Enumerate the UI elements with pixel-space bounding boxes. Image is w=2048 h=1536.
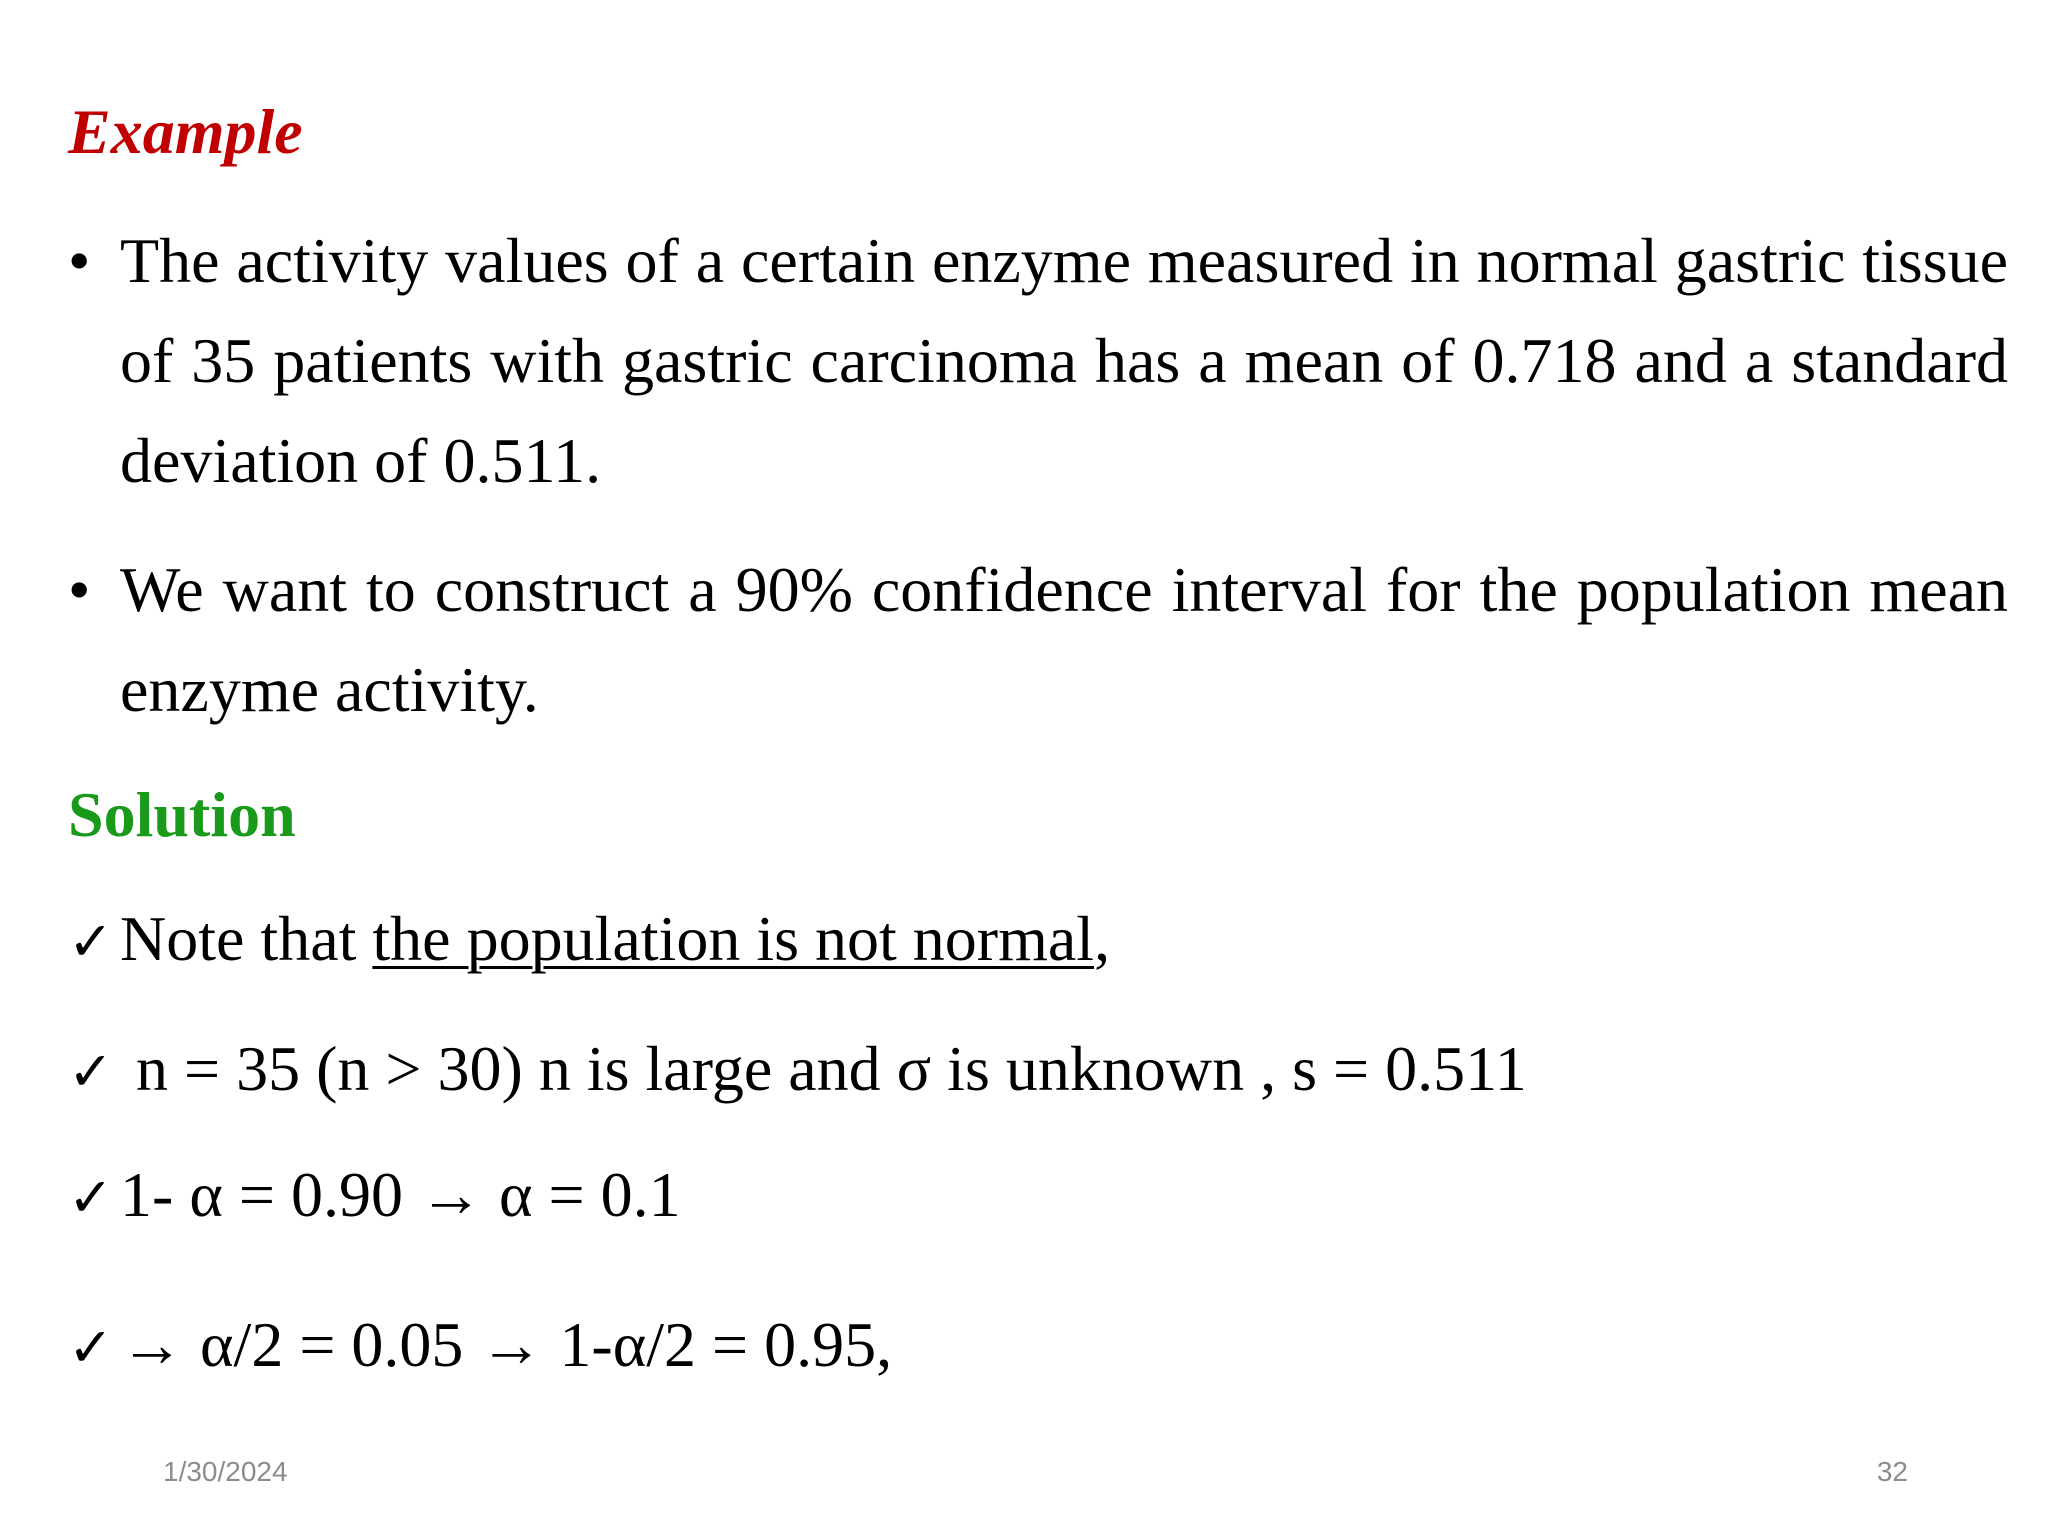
check-item-alpha (68, 1150, 681, 1243)
bullet-dot-icon: • (68, 225, 91, 296)
footer-date: 1/30/2024 (163, 1456, 288, 1487)
check-item-sample-size (68, 1024, 1527, 1117)
bullet-text: The activity values of a certain enzyme measured in normal gastric tissue of 35 patients with gastric carcinoma has a mean of 0.718 and a standard deviation of 0.511. (120, 225, 2008, 496)
check-text-underlined: the population is not normal (372, 903, 1095, 974)
bullet-item-goal (68, 540, 2008, 740)
page-number: 32 (1876, 1456, 1908, 1487)
bullet-item-enzyme-data (68, 211, 2008, 511)
check-text-prefix: Note that (120, 903, 373, 974)
bullet-dot-icon: • (68, 554, 91, 625)
checkmark-icon: ✓ (68, 1166, 114, 1229)
example-heading: Example (68, 96, 303, 167)
solution-heading: Solution (68, 779, 296, 850)
check-text: → α/2 = 0.05 → 1-α/2 = 0.95, (120, 1309, 893, 1380)
checkmark-icon: ✓ (68, 910, 114, 973)
check-text-suffix: , (1094, 903, 1111, 974)
checkmark-icon: ✓ (68, 1316, 114, 1379)
bullet-text: We want to construct a 90% confidence interval for the population mean enzyme activity. (120, 554, 2008, 725)
check-item-population (68, 894, 1110, 987)
check-text: 1- α = 0.90 → α = 0.1 (120, 1159, 681, 1230)
check-text: n = 35 (n > 30) n is large and σ is unknown , s = 0.511 (120, 1033, 1527, 1104)
check-item-half-alpha (68, 1300, 892, 1393)
checkmark-icon: ✓ (68, 1040, 114, 1103)
